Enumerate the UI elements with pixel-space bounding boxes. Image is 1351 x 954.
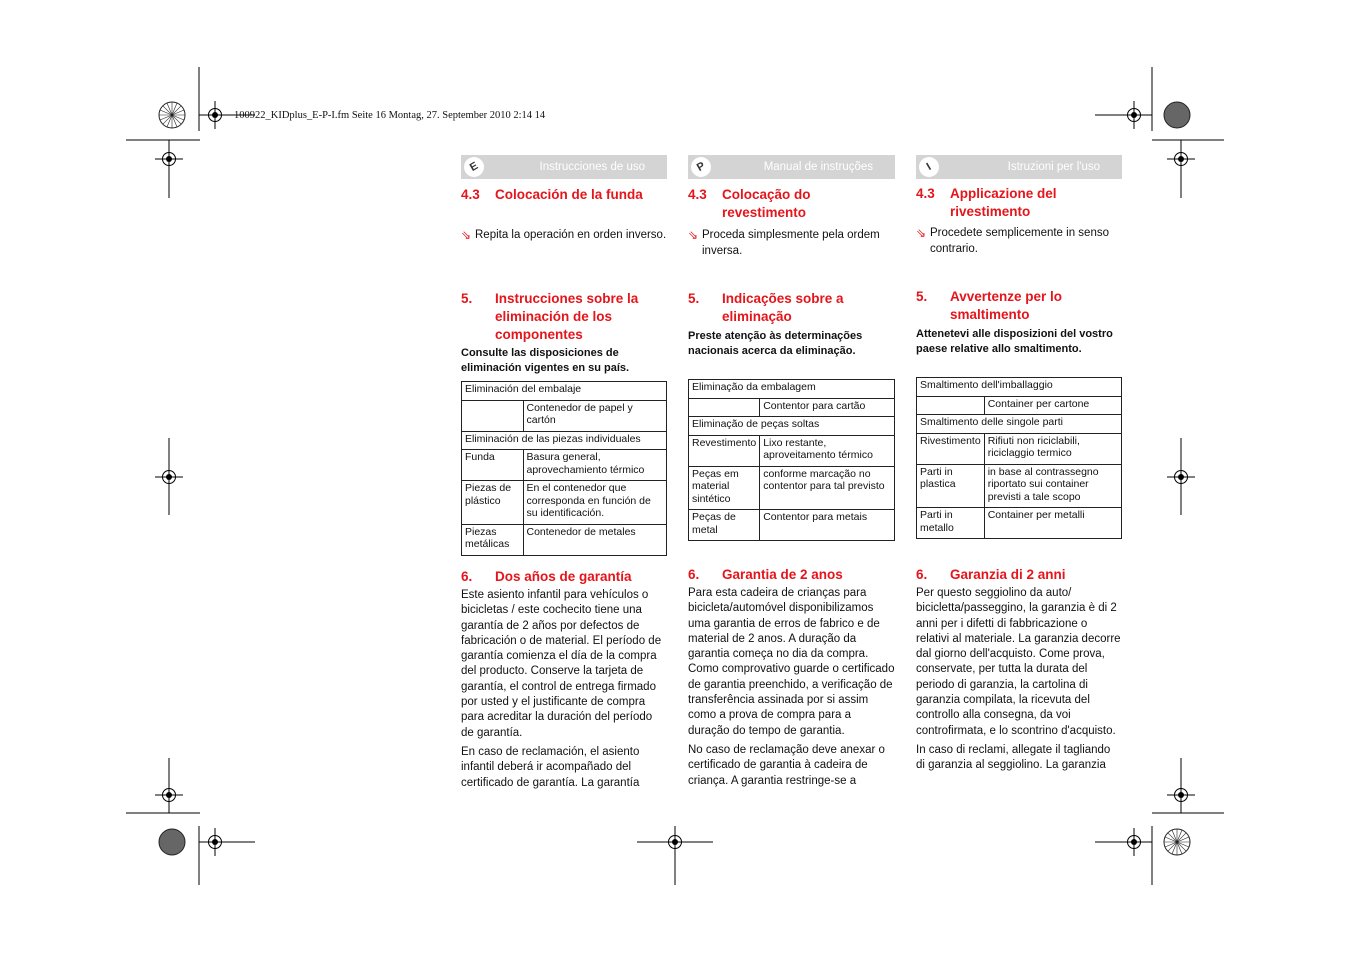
arrow-icon: ⇘ [916,226,927,240]
instruction-bullet [688,227,895,259]
table-cell: Parti in plastica [917,464,985,508]
heading-5 [461,290,667,344]
table-cell [462,400,524,431]
heading-4-3 [916,185,1122,221]
language-tab: E [460,153,487,180]
table-cell: Contenedor de papel y cartón [523,400,667,431]
table-row [689,380,895,399]
table-cell: in base al contrassegno riportato sui container previsti a tale scopo [984,464,1121,508]
heading-4-3 [688,186,895,222]
section-number: 4.3 [461,187,480,202]
table-cell: Peças em material sintético [689,466,760,510]
heading-4-3 [461,186,667,204]
column-spanish [461,155,667,789]
paragraph: In caso di reclami, allegate il tagliando di garanzia al seggiolino. La garanzia [916,743,1111,772]
table-cell: Rifiuti non riciclabili, riciclaggio termico [984,433,1121,464]
instruction-bullet [461,227,667,243]
table-cell: Peças de metal [689,510,760,541]
section-title: Avvertenze per lo smaltimento [950,289,1063,322]
table-row [917,464,1122,508]
paragraph: Per questo seggiolino da auto/ bicicletta/passeggino, la garanzia è di 2 anni per i difetti di fabbricazione o relativi al materiale. La garanzia decorre dal giorno dell'acquisto. Come prova, conservate, per tutta la durata del periodo di garanzia, la cartolina di garanzia compilata, la ricevuta del controllo alla consegna, da voi controfirmata, e lo scontrino d'acquisto. [916,587,1121,737]
section-title: Garantia de 2 anos [722,567,843,582]
heading-6 [916,566,1122,584]
table-cell: Container per cartone [984,396,1121,415]
paragraph: En caso de reclamación, el asiento infantil deberá ir acompañado del certificado de garantía. La garantía [461,745,640,789]
section-language-title: Manual de instruções [763,161,873,173]
table-row [689,435,895,466]
column-italian [916,155,1122,772]
section-title: Indicações sobre a eliminação [722,291,844,324]
table-cell: En el contenedor que corresponda en función de su identificación. [523,481,667,525]
table-cell: Piezas metálicas [462,524,524,555]
arrow-icon: ⇘ [688,228,699,242]
table-cell: Eliminação da embalagem [689,380,895,399]
table-cell: Eliminación de las piezas individuales [462,431,667,450]
section-number: 4.3 [916,186,935,201]
table-row [462,450,667,481]
section-language-title: Istruzioni per l'uso [1007,161,1100,173]
language-header-bar [688,155,895,179]
table-row [917,508,1122,539]
heading-6 [688,566,895,584]
table-cell: Piezas de plástico [462,481,524,525]
section-title: Dos años de garantía [495,569,632,584]
language-header-bar [461,155,667,179]
heading-6 [461,568,667,586]
warranty-text [688,586,895,793]
table-row [462,382,667,401]
table-cell [917,396,985,415]
instruction-bullet [916,225,1122,257]
table-row [917,378,1122,397]
paragraph: Para esta cadeira de crianças para bicicleta/automóvel disponibilizamos uma garantia de erros de fabrico e de material de 2 anos. A duração da garantia começa no dia da compra. Como comprovativo guarde o certificado de garantia preenchido, a verificação de transferência assinada por si assim como a prova de compra para a duração do tempo de garantia. [688,587,895,737]
table-cell [689,398,760,417]
table-cell: Eliminação de peças soltas [689,417,895,436]
disposal-note: Consulte las disposiciones de eliminación vigentes en su país. [461,347,630,374]
paragraph: Este asiento infantil para vehículos o bicicletas / este cochecito tiene una garantía de 2 años por defectos de fabricación o de material. El período de garantía comienza el día de la compra del producto. Conserve la tarjeta de garantía, el control de entrega firmado por usted y el justificante de compra para acreditar la duración del período de garantía. [461,589,662,739]
section-title: Applicazione del rivestimento [950,186,1057,219]
table-cell: Container per metalli [984,508,1121,539]
section-number: 6. [688,567,700,582]
table-cell: Rivestimento [917,433,985,464]
heading-5 [916,288,1122,324]
paragraph: No caso de reclamação deve anexar o certificado de garantia à cadeira de criança. A garantia restringe-se a [688,743,885,787]
table-row [689,417,895,436]
disposal-table [461,381,667,556]
table-row [917,415,1122,434]
table-row [689,510,895,541]
table-row [462,431,667,450]
disposal-table [916,377,1122,539]
arrow-icon: ⇘ [461,228,472,242]
table-cell: conforme marcação no contentor para tal previsto [760,466,895,510]
warranty-text [916,586,1122,778]
language-header-bar [916,155,1122,179]
bullet-text: Proceda simplesmente pela ordem inversa. [702,229,880,257]
language-tab: P [687,153,714,180]
section-number: 5. [916,289,928,304]
table-cell: Smaltimento delle singole parti [917,415,1122,434]
disposal-note: Preste atenção às determinações nacionais acerca da eliminação. [688,330,863,357]
table-cell: Contentor para metais [760,510,895,541]
section-number: 5. [461,291,473,306]
section-title: Colocación de la funda [495,187,643,202]
table-row [917,396,1122,415]
section-number: 6. [461,569,473,584]
section-title: Instrucciones sobre la eliminación de los componentes [495,291,639,342]
warranty-text [461,588,667,795]
table-cell: Revestimento [689,435,760,466]
table-row [689,466,895,510]
table-cell: Smaltimento dell'imballaggio [917,378,1122,397]
table-row [462,524,667,555]
table-row [917,433,1122,464]
section-title: Colocação do revestimento [722,187,811,220]
heading-5 [688,290,895,326]
table-cell: Parti in metallo [917,508,985,539]
section-number: 6. [916,567,928,582]
table-cell: Contenedor de metales [523,524,667,555]
table-cell: Funda [462,450,524,481]
disposal-note: Attenetevi alle disposizioni del vostro paese relative allo smaltimento. [916,328,1113,355]
table-cell: Lixo restante, aproveitamento térmico [760,435,895,466]
file-header: 100922_KIDplus_E-P-I.fm Seite 16 Montag, 27. September 2010 2:14 14 [234,110,546,121]
language-tab: I [915,153,942,180]
bullet-text: Procedete semplicemente in senso contrario. [930,227,1109,255]
table-cell: Contentor para cartão [760,398,895,417]
section-number: 4.3 [688,187,707,202]
table-cell: Eliminación del embalaje [462,382,667,401]
section-title: Garanzia di 2 anni [950,567,1066,582]
disposal-table [688,379,895,541]
table-cell: Basura general, aprovechamiento térmico [523,450,667,481]
section-language-title: Instrucciones de uso [539,161,645,173]
bullet-text: Repita la operación en orden inverso. [475,229,667,241]
table-row [462,400,667,431]
table-row [462,481,667,525]
column-portuguese [688,155,895,787]
section-number: 5. [688,291,700,306]
table-row [689,398,895,417]
